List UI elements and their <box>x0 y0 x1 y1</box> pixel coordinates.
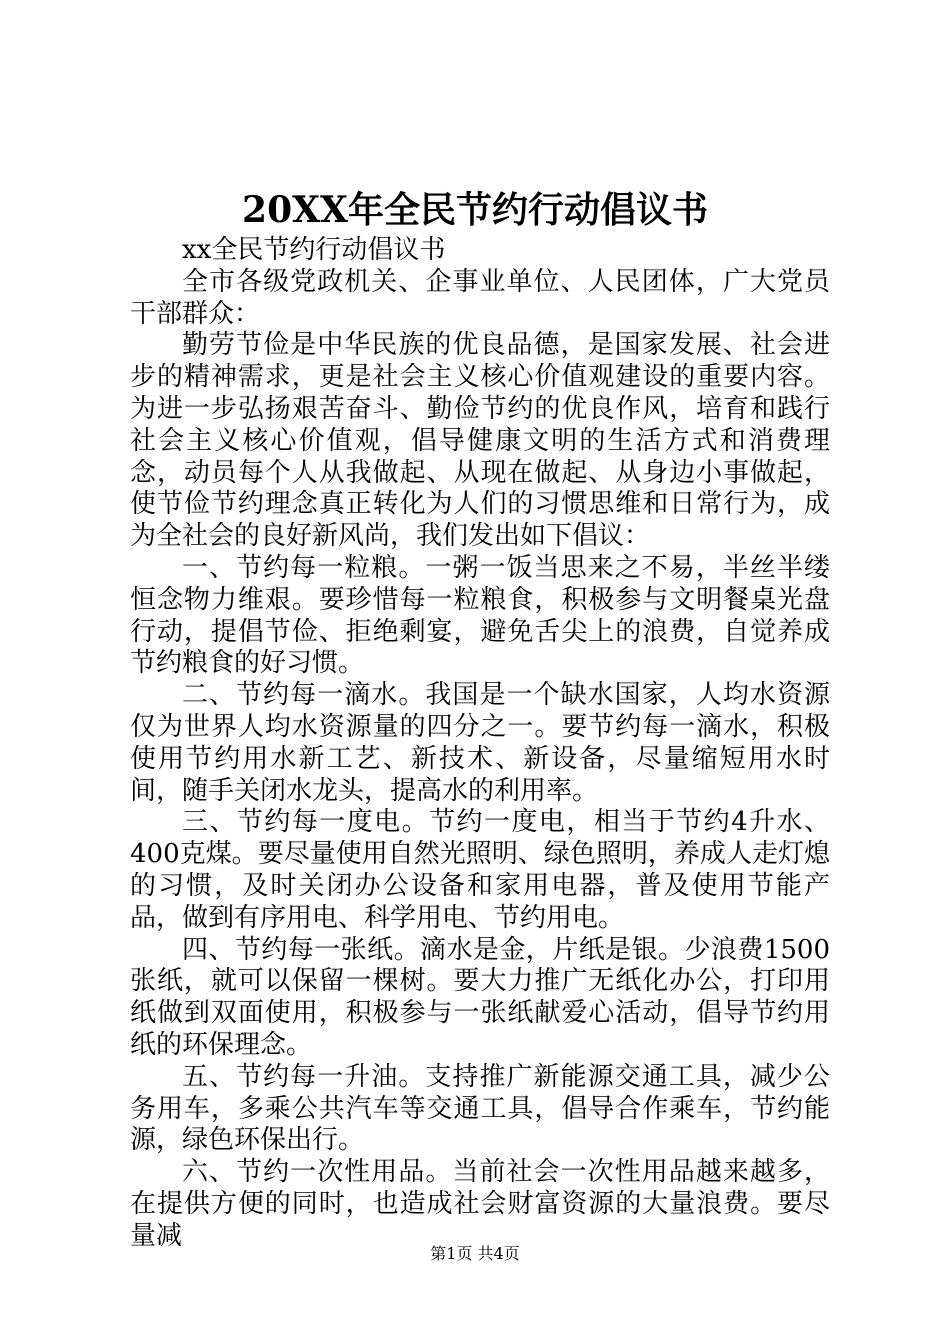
document-body <box>130 235 830 1253</box>
page-footer: 第1页 共4页 <box>430 1244 520 1263</box>
paragraph-item-electricity: 三、节约每一度电。节约一度电，相当于节约4升水、400克煤。要尽量使用自然光照明、绿色照明，养成人走灯熄的习惯，及时关闭办公设备和家用电器，普及使用节能产品，做到有序用电、科学用电、节约用电。 <box>130 807 830 933</box>
paragraph-item-paper: 四、节约每一张纸。滴水是金，片纸是银。少浪费1500张纸，就可以保留一棵树。要大力推广无纸化办公，打印用纸做到双面使用，积极参与一张纸献爱心活动，倡导节约用纸的环保理念。 <box>130 934 830 1060</box>
document-title: 20XX年全民节约行动倡议书 <box>242 189 708 231</box>
paragraph-item-disposables: 六、节约一次性用品。当前社会一次性用品越来越多，在提供方便的同时，也造成社会财富资源的大量浪费。要尽量减 <box>130 1157 830 1251</box>
paragraph-heading: xx全民节约行动倡议书 <box>182 235 446 265</box>
paragraph-item-water: 二、节约每一滴水。我国是一个缺水国家，人均水资源仅为世界人均水资源量的四分之一。要节约每一滴水，积极使用节约用水新工艺、新技术、新设备，尽量缩短用水时间，随手关闭水龙头，提高水的利用率。 <box>130 680 830 806</box>
paragraph-intro: 勤劳节俭是中华民族的优良品德，是国家发展、社会进步的精神需求，更是社会主义核心价值观建设的重要内容。为进一步弘扬艰苦奋斗、勤俭节约的优良作风，培育和践行社会主义核心价值观，倡导健康文明的生活方式和消费理念，动员每个人从我做起、从现在做起、从身边小事做起，使节俭节约理念真正转化为人们的习惯思维和日常行为，成为全社会的良好新风尚，我们发出如下倡议： <box>130 330 830 552</box>
paragraph-item-grain: 一、节约每一粒粮。一粥一饭当思来之不易，半丝半缕恒念物力维艰。要珍惜每一粒粮食，积极参与文明餐桌光盘行动，提倡节俭、拒绝剩宴，避免舌尖上的浪费，自觉养成节约粮食的好习惯。 <box>130 552 830 679</box>
paragraph-salutation: 全市各级党政机关、企事业单位、人民团体，广大党员干部群众： <box>130 266 830 329</box>
paragraph-item-oil: 五、节约每一升油。支持推广新能源交通工具，减少公务用车，多乘公共汽车等交通工具，倡导合作乘车，节约能源，绿色环保出行。 <box>130 1061 830 1156</box>
